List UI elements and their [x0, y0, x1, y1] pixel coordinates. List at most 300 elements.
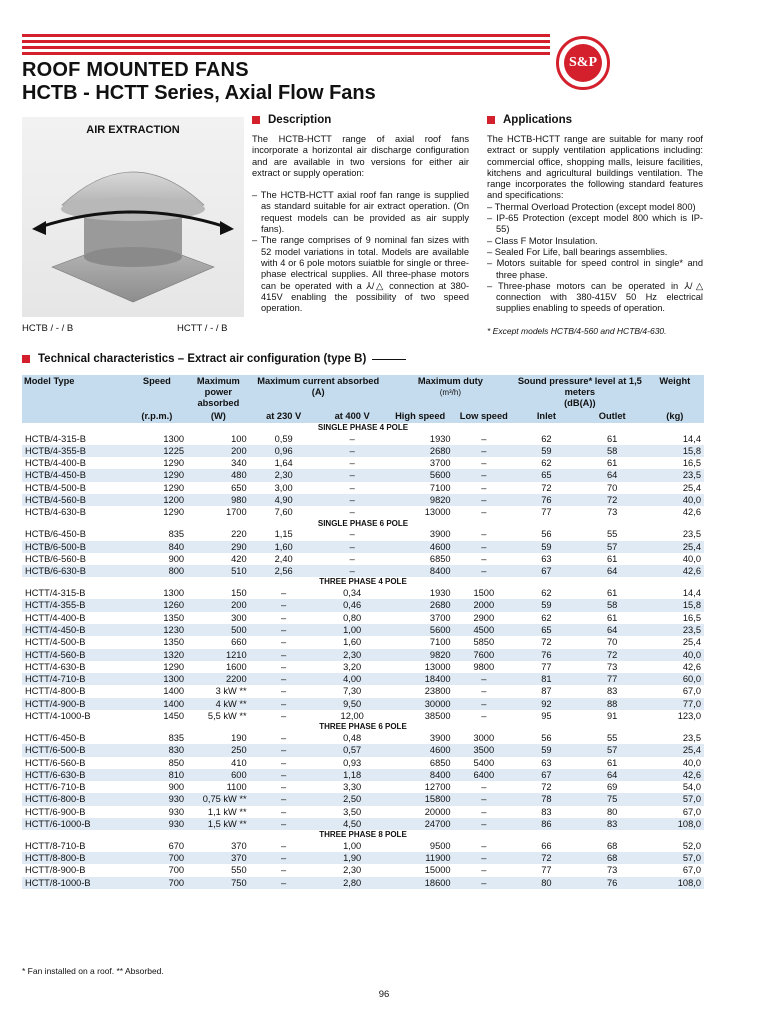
table-cell: 980 [187, 494, 250, 506]
table-cell: 250 [187, 744, 250, 756]
table-cell: 13000 [424, 507, 451, 518]
table-cell: 1300 [163, 588, 185, 599]
table-cell: 7100 [429, 637, 451, 648]
table-cell: 2,30 [318, 649, 387, 661]
table-cell: 840 [127, 541, 187, 553]
table-cell: 64 [579, 769, 646, 781]
table-cell: – [481, 433, 487, 444]
table-row [22, 710, 704, 722]
table-cell: 65 [514, 624, 579, 636]
table-cell: – [481, 482, 487, 493]
table-cell: – [481, 711, 487, 722]
table-cell: 68 [579, 852, 646, 864]
table-cell: 56 [541, 529, 552, 540]
table-cell: 15000 [424, 865, 451, 876]
table-cell: 83 [607, 686, 618, 697]
table-cell: – [349, 529, 355, 540]
table-cell: 15,8 [646, 599, 704, 611]
table-cell: – [481, 458, 487, 469]
table-cell: 72 [541, 482, 552, 493]
table-cell: 72 [541, 637, 552, 648]
table-cell: 7100 [429, 482, 451, 493]
heading-rule [372, 359, 406, 360]
table-cell: 2200 [187, 673, 250, 685]
table-cell: – [454, 469, 514, 481]
table-cell: 9800 [473, 661, 495, 672]
table-cell: HCTT/6-630-B [22, 769, 127, 781]
table-cell: 1230 [127, 624, 187, 636]
table-cell: 38500 [424, 711, 451, 722]
table-cell: 25,4 [646, 744, 704, 756]
table-row [22, 599, 704, 611]
table-cell: 220 [231, 529, 247, 540]
table-cell: 700 [127, 877, 187, 889]
table-cell: 30000 [387, 698, 454, 710]
table-cell: 81 [514, 673, 579, 685]
table-cell: 76 [579, 877, 646, 889]
table-cell: 95 [541, 711, 552, 722]
applications-intro: The HCTB-HCTT range are suitable for many roof extract or supply ventilation applications including: commercial office, shopping malls, leisure facilities, kitchens and agricultural buildings ventilation. The range incorporates the following standard features and specifications: [487, 134, 703, 201]
table-row [22, 528, 704, 540]
table-cell: 835 [168, 732, 185, 743]
description-list [252, 190, 469, 314]
table-cell: 0,48 [343, 732, 362, 743]
table-cell: 42,6 [646, 769, 704, 781]
table-cell: 550 [231, 865, 247, 876]
table-cell: 57,0 [646, 852, 704, 864]
table-cell: 24700 [387, 818, 454, 830]
table-cell: HCTB/6-450-B [25, 529, 86, 540]
table-cell: 1290 [127, 469, 187, 481]
table-cell: 83 [579, 818, 646, 830]
list-item: – The HCTB-HCTT axial roof fan range is supplied as standard suitable for air extract operation. (On request models can be provided as air supply fans). [252, 190, 469, 235]
table-cell: – [281, 840, 287, 851]
table-row [22, 852, 704, 864]
table-cell: 1200 [127, 494, 187, 506]
table-cell: HCTT/4-315-B [25, 588, 86, 599]
table-cell: HCTT/8-710-B [25, 840, 86, 851]
table-cell: 77 [541, 507, 552, 518]
table-cell: 5,5 kW ** [207, 711, 247, 722]
table-cell: 1300 [127, 673, 187, 685]
table-cell: 1260 [127, 599, 187, 611]
photo-caption-hctb: HCTB / - / B [22, 323, 74, 334]
table-row [22, 433, 704, 445]
table-cell: 6850 [429, 757, 451, 768]
table-cell: 73 [607, 507, 618, 518]
table-cell: 67,0 [682, 686, 701, 697]
table-cell: 14,4 [682, 588, 701, 599]
photo-caption-hctt: HCTT / - / B [177, 323, 228, 334]
table-body [22, 423, 704, 889]
table-cell: HCTB/4-630-B [25, 507, 86, 518]
table-cell: 23,5 [682, 529, 701, 540]
table-cell: HCTT/4-500-B [25, 637, 86, 648]
table-cell: HCTB/6-560-B [25, 553, 86, 564]
table-cell: 40,0 [646, 494, 704, 506]
table-cell: 57 [579, 744, 646, 756]
table-cell: HCTB/6-500-B [22, 541, 127, 553]
table-cell: 57 [579, 541, 646, 553]
table-row [22, 864, 704, 876]
table-cell: HCTT/4-400-B [25, 612, 86, 623]
table-cell: 70 [607, 637, 618, 648]
table-cell: 80 [514, 877, 579, 889]
table-cell: 72 [579, 494, 646, 506]
group-label: SINGLE PHASE 4 POLE [317, 423, 409, 432]
group-row [22, 577, 704, 587]
table-cell: HCTT/6-500-B [22, 744, 127, 756]
table-cell: 61 [607, 588, 618, 599]
table-cell: 76 [514, 649, 579, 661]
table-cell: 4600 [387, 744, 454, 756]
table-cell: 58 [579, 445, 646, 457]
table-cell: 2900 [473, 612, 495, 623]
table-cell: – [454, 793, 514, 805]
table-cell: 2000 [454, 599, 514, 611]
table-cell: HCTT/8-800-B [22, 852, 127, 864]
table-cell: 1210 [187, 649, 250, 661]
table-row [22, 553, 704, 565]
table-cell: 1930 [429, 433, 451, 444]
table-cell: 1400 [163, 686, 185, 697]
page-number: 96 [378, 989, 390, 1000]
table-cell: 63 [541, 553, 552, 564]
table-cell: 57,0 [646, 793, 704, 805]
table-cell: 0,93 [343, 757, 362, 768]
table-cell: 900 [168, 782, 185, 793]
table-cell: 3900 [429, 732, 451, 743]
table-cell: 4,90 [250, 494, 318, 506]
table-cell: 4,50 [318, 818, 387, 830]
table-cell: – [281, 865, 287, 876]
table-cell: – [281, 782, 287, 793]
table-cell: 73 [607, 661, 618, 672]
table-cell: 67 [514, 565, 579, 577]
table-row [22, 818, 704, 830]
col-at400: at 400 V [318, 410, 387, 423]
col-power-unit: (W) [187, 410, 250, 423]
table-cell: 1100 [226, 782, 247, 793]
table-cell: 8400 [387, 769, 454, 781]
table-row [22, 673, 704, 685]
table-cell: 4,00 [318, 673, 387, 685]
table-row [22, 457, 704, 469]
table-cell: 108,0 [646, 818, 704, 830]
table-cell: 20000 [424, 806, 451, 817]
table-cell: 11900 [387, 852, 454, 864]
col-power: Maximum power absorbed [187, 375, 250, 410]
table-cell: 67,0 [682, 806, 701, 817]
table-cell: 61 [607, 458, 618, 469]
table-cell: 91 [607, 711, 618, 722]
table-row [22, 587, 704, 599]
table-row [22, 445, 704, 457]
roof-fan-illustration [22, 117, 244, 317]
table-cell: – [250, 852, 318, 864]
table-cell: 700 [168, 865, 185, 876]
table-cell: HCTT/6-710-B [25, 782, 86, 793]
table-cell: 670 [168, 840, 185, 851]
table-cell: 9500 [429, 840, 451, 851]
table-cell: 4600 [387, 541, 454, 553]
red-square-icon [252, 116, 260, 124]
table-cell: 65 [514, 469, 579, 481]
table-cell: – [481, 507, 487, 518]
table-cell: 500 [187, 624, 250, 636]
table-row [22, 624, 704, 636]
table-cell: – [481, 529, 487, 540]
table-cell: 1290 [163, 458, 185, 469]
table-cell: 5850 [473, 637, 495, 648]
table-cell: HCTT/6-800-B [22, 793, 127, 805]
col-sound: Sound pressure* level at 1,5 meters (dB(A)) [514, 375, 646, 410]
table-cell: 1,00 [318, 624, 387, 636]
table-cell: – [349, 507, 355, 518]
table-cell: 7,60 [274, 507, 293, 518]
table-cell: 0,57 [318, 744, 387, 756]
table-cell: 800 [127, 565, 187, 577]
table-cell: – [250, 624, 318, 636]
table-cell: 1,60 [343, 637, 362, 648]
table-cell: 4 kW ** [187, 698, 250, 710]
table-cell: – [250, 793, 318, 805]
table-cell: HCTB/4-560-B [22, 494, 127, 506]
table-cell: 18400 [387, 673, 454, 685]
table-cell: 830 [127, 744, 187, 756]
table-cell: – [454, 541, 514, 553]
table-cell: – [481, 806, 487, 817]
list-item: – Class F Motor Insulation. [487, 235, 598, 246]
table-cell: 410 [231, 757, 247, 768]
col-inlet: Inlet [514, 410, 579, 423]
table-cell: 12700 [424, 782, 451, 793]
table-cell: 6400 [454, 769, 514, 781]
table-cell: 1450 [163, 711, 185, 722]
table-cell: – [318, 541, 387, 553]
table-cell: 15,8 [646, 445, 704, 457]
table-cell: 7,30 [343, 686, 362, 697]
table-cell: HCTT/4-630-B [25, 661, 86, 672]
table-cell: – [281, 711, 287, 722]
table-cell: 69 [607, 782, 618, 793]
table-cell: – [281, 661, 287, 672]
group-label: THREE PHASE 8 POLE [319, 830, 407, 840]
table-cell: 78 [514, 793, 579, 805]
col-speed: Speed [127, 375, 187, 410]
table-row [22, 469, 704, 481]
table-cell: – [454, 565, 514, 577]
table-cell: – [454, 494, 514, 506]
table-cell: – [454, 818, 514, 830]
table-cell: 68 [607, 840, 618, 851]
table-cell: 55 [607, 732, 618, 743]
table-cell: – [481, 686, 487, 697]
table-cell: HCTT/4-710-B [22, 673, 127, 685]
table-cell: HCTT/4-355-B [22, 599, 127, 611]
group-row [22, 830, 704, 840]
table-cell: 61 [607, 433, 618, 444]
table-cell: – [318, 565, 387, 577]
table-cell: 0,46 [318, 599, 387, 611]
table-cell: 150 [231, 588, 247, 599]
table-cell: – [454, 673, 514, 685]
table-cell: 900 [168, 553, 185, 564]
table-cell: 200 [187, 599, 250, 611]
col-weight-unit: (kg) [646, 410, 704, 423]
table-cell: 660 [231, 637, 247, 648]
table-cell: 87 [541, 686, 552, 697]
table-cell: 290 [187, 541, 250, 553]
page-title: ROOF MOUNTED FANS [22, 59, 249, 81]
table-cell: 1290 [163, 507, 185, 518]
table-cell: – [481, 865, 487, 876]
table-cell: 5600 [387, 624, 454, 636]
col-duty: Maximum duty (m³/h) [387, 375, 514, 410]
applications-note: * Except models HCTB/4-560 and HCTB/4-630. [487, 326, 667, 336]
table-cell: 1,64 [274, 458, 293, 469]
table-cell: 3700 [429, 458, 451, 469]
table-cell: 1350 [163, 637, 185, 648]
description-intro: The HCTB-HCTT range of axial roof fans incorporate a horizontal air discharge configuration and are available in two versions for either air extract or supply operation: [252, 134, 469, 178]
table-cell: 40,0 [682, 553, 701, 564]
table-cell: – [250, 769, 318, 781]
table-cell: 810 [127, 769, 187, 781]
table-cell: 40,0 [646, 649, 704, 661]
table-cell: HCTT/4-450-B [22, 624, 127, 636]
table-cell: 3,00 [274, 482, 293, 493]
table-cell: HCTT/6-560-B [25, 757, 86, 768]
table-cell: 61 [607, 553, 618, 564]
table-cell: 2680 [387, 445, 454, 457]
table-cell: 54,0 [682, 782, 701, 793]
table-cell: – [349, 482, 355, 493]
table-cell: 8400 [387, 565, 454, 577]
list-item: – Thermal Overload Protection (except model 800) [487, 201, 696, 212]
table-cell: 2,56 [250, 565, 318, 577]
table-cell: 420 [231, 553, 247, 564]
table-cell: HCTB/4-355-B [22, 445, 127, 457]
table-cell: 64 [579, 469, 646, 481]
table-cell: 1930 [429, 588, 451, 599]
table-cell: 59 [514, 445, 579, 457]
table-cell: 930 [127, 818, 187, 830]
table-cell: 67,0 [682, 865, 701, 876]
table-row [22, 769, 704, 781]
table-row [22, 698, 704, 710]
table-cell: – [349, 433, 355, 444]
table-cell: 835 [168, 529, 185, 540]
group-label: SINGLE PHASE 6 POLE [317, 518, 409, 528]
table-cell: 70 [607, 482, 618, 493]
table-cell: 1500 [473, 588, 495, 599]
table-cell: 25,4 [646, 541, 704, 553]
table-cell: 3,50 [343, 806, 362, 817]
table-cell: 40,0 [682, 757, 701, 768]
col-weight: Weight [646, 375, 704, 410]
table-cell: 62 [541, 588, 552, 599]
table-row [22, 612, 704, 624]
col-model: Model Type [22, 375, 127, 410]
table-cell: HCTT/8-1000-B [22, 877, 127, 889]
group-label: THREE PHASE 4 POLE [319, 577, 407, 587]
table-cell: 64 [579, 624, 646, 636]
table-cell: – [318, 469, 387, 481]
table-cell: HCTT/4-1000-B [25, 711, 91, 722]
table-cell: 77 [579, 673, 646, 685]
table-cell: 62 [541, 433, 552, 444]
table-cell: 59 [514, 541, 579, 553]
red-square-icon [22, 355, 30, 363]
table-cell: 59 [514, 599, 579, 611]
table-cell: 1290 [163, 661, 185, 672]
table-cell: 1,1 kW ** [207, 806, 247, 817]
table-cell: 12,00 [340, 711, 364, 722]
table-cell: – [281, 637, 287, 648]
table-cell: 370 [231, 840, 247, 851]
table-cell: 3,30 [343, 782, 362, 793]
table-cell: 100 [231, 433, 247, 444]
table-cell: – [454, 698, 514, 710]
table-cell: 15800 [387, 793, 454, 805]
table-cell: – [454, 877, 514, 889]
table-cell: HCTT/4-800-B [25, 686, 86, 697]
table-cell: – [250, 744, 318, 756]
table-cell: 73 [607, 865, 618, 876]
col-outlet: Outlet [579, 410, 646, 423]
table-cell: 61 [607, 757, 618, 768]
table-cell: 5600 [387, 469, 454, 481]
header-stripes [22, 34, 550, 58]
table-cell: 86 [514, 818, 579, 830]
table-cell: – [281, 806, 287, 817]
table-cell: – [481, 782, 487, 793]
table-row [22, 757, 704, 769]
table-cell: 123,0 [677, 711, 701, 722]
table-cell: 64 [579, 565, 646, 577]
list-item: – Sealed For Life, ball bearings assemblies. [487, 246, 668, 257]
table-cell: HCTT/6-1000-B [22, 818, 127, 830]
logo-text: S&P [564, 44, 602, 82]
table-cell: 42,6 [646, 565, 704, 577]
table-cell: 850 [168, 757, 185, 768]
table-row [22, 732, 704, 744]
table-cell: 16,5 [682, 612, 701, 623]
table-cell: – [250, 599, 318, 611]
product-photo [22, 117, 244, 317]
table-cell: – [349, 553, 355, 564]
table-cell: 1300 [163, 433, 185, 444]
table-row [22, 482, 704, 494]
table-cell: 510 [187, 565, 250, 577]
table-cell: 42,6 [682, 661, 701, 672]
table-cell: 5400 [473, 757, 495, 768]
table-row [22, 661, 704, 673]
col-speed-unit: (r.p.m.) [127, 410, 187, 423]
table-cell: 72 [541, 782, 552, 793]
table-cell: 80 [607, 806, 618, 817]
table-cell: – [250, 877, 318, 889]
table-cell: HCTB/6-630-B [22, 565, 127, 577]
table-row [22, 877, 704, 889]
table-cell: 700 [127, 852, 187, 864]
red-square-icon [487, 116, 495, 124]
table-cell: 25,4 [682, 482, 701, 493]
table-cell: 0,96 [250, 445, 318, 457]
table-footnote: * Fan installed on a roof. ** Absorbed. [22, 966, 164, 976]
description-text [252, 134, 469, 314]
table-cell: 2,40 [274, 553, 293, 564]
